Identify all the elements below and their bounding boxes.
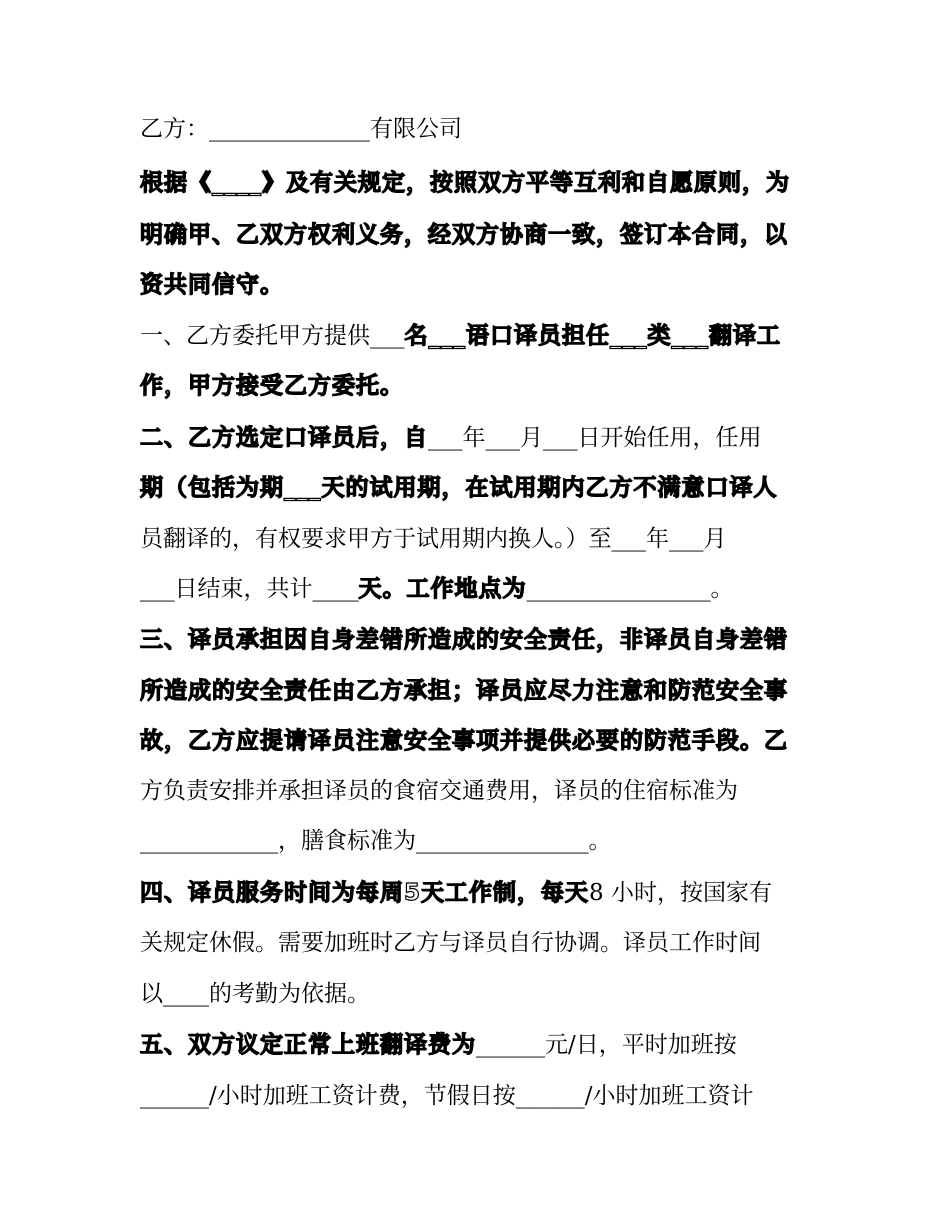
text-segment: 员翻译的，有权要求甲方于试用期内换人。）至___年___月	[140, 526, 727, 552]
text-line	[140, 524, 727, 554]
text-segment: 8 小时，按国家有	[589, 880, 772, 906]
text-line	[140, 270, 284, 300]
text-segment: 方负责安排并承担译员的食宿交通费用，译员的住宿标准为	[140, 778, 738, 804]
text-line	[140, 928, 761, 958]
text-segment: 二、乙方选定口译员后，自	[140, 425, 428, 451]
text-segment: 一、乙方委托甲方提供___	[140, 323, 405, 349]
text-line	[140, 1081, 754, 1111]
text-line	[140, 676, 788, 706]
text-segment: 期（包括为期___天的试用期，在试用期内乙方不满意口译人	[140, 475, 778, 501]
text-segment: ____________，膳食标准为_______________。	[140, 828, 612, 854]
text-line	[140, 878, 772, 908]
text-segment: 四、译员服务时间为每周5天工作制，每天	[140, 880, 590, 906]
text-segment: ___日结束，共计____	[140, 576, 359, 602]
text-segment: 五、双方议定正常上班翻译费为	[140, 1032, 476, 1058]
text-segment: 根据《____》及有关规定，按照双方平等互利和自愿原则，为	[140, 170, 790, 196]
text-segment: 明确甲、乙双方权利义务，经双方协商一致，签订本合同，以	[140, 222, 788, 248]
text-segment: ______元/日，平时加班按	[476, 1032, 737, 1058]
text-line	[140, 371, 404, 401]
text-line	[140, 979, 370, 1009]
text-segment: 关规定休假。需要加班时乙方与译员自行协调。译员工作时间	[140, 930, 761, 956]
text-segment: 以____的考勤为依据。	[140, 981, 370, 1007]
text-line	[140, 220, 788, 250]
text-line	[140, 726, 788, 756]
text-segment: 所造成的安全责任由乙方承担；译员应尽力注意和防范安全事	[140, 678, 788, 704]
text-line	[140, 423, 762, 453]
text-segment: 故，乙方应提请译员注意安全事项并提供必要的防范手段。乙	[140, 728, 788, 754]
text-line	[140, 574, 734, 604]
text-line	[140, 114, 462, 144]
text-line	[140, 776, 738, 806]
text-segment: 乙方：______________有限公司	[140, 116, 462, 142]
text-segment: 作，甲方接受乙方委托。	[140, 373, 404, 399]
text-line	[140, 826, 612, 856]
text-segment: 三、译员承担因自身差错所造成的安全责任，非译员自身差错	[140, 627, 788, 653]
text-segment: ________________。	[526, 576, 734, 602]
text-segment: 名___语口译员担任___类___翻译工	[404, 323, 781, 349]
text-segment: ______/小时加班工资计费，节假日按______/小时加班工资计	[140, 1083, 754, 1109]
text-segment: ___年___月___日开始任用，任用	[428, 425, 762, 451]
text-line	[140, 625, 788, 655]
text-line	[140, 1030, 737, 1060]
text-line	[140, 168, 790, 198]
text-line	[140, 321, 781, 351]
text-line	[140, 473, 778, 503]
text-segment: 天。工作地点为	[358, 576, 527, 602]
text-segment: 资共同信守。	[140, 272, 284, 298]
